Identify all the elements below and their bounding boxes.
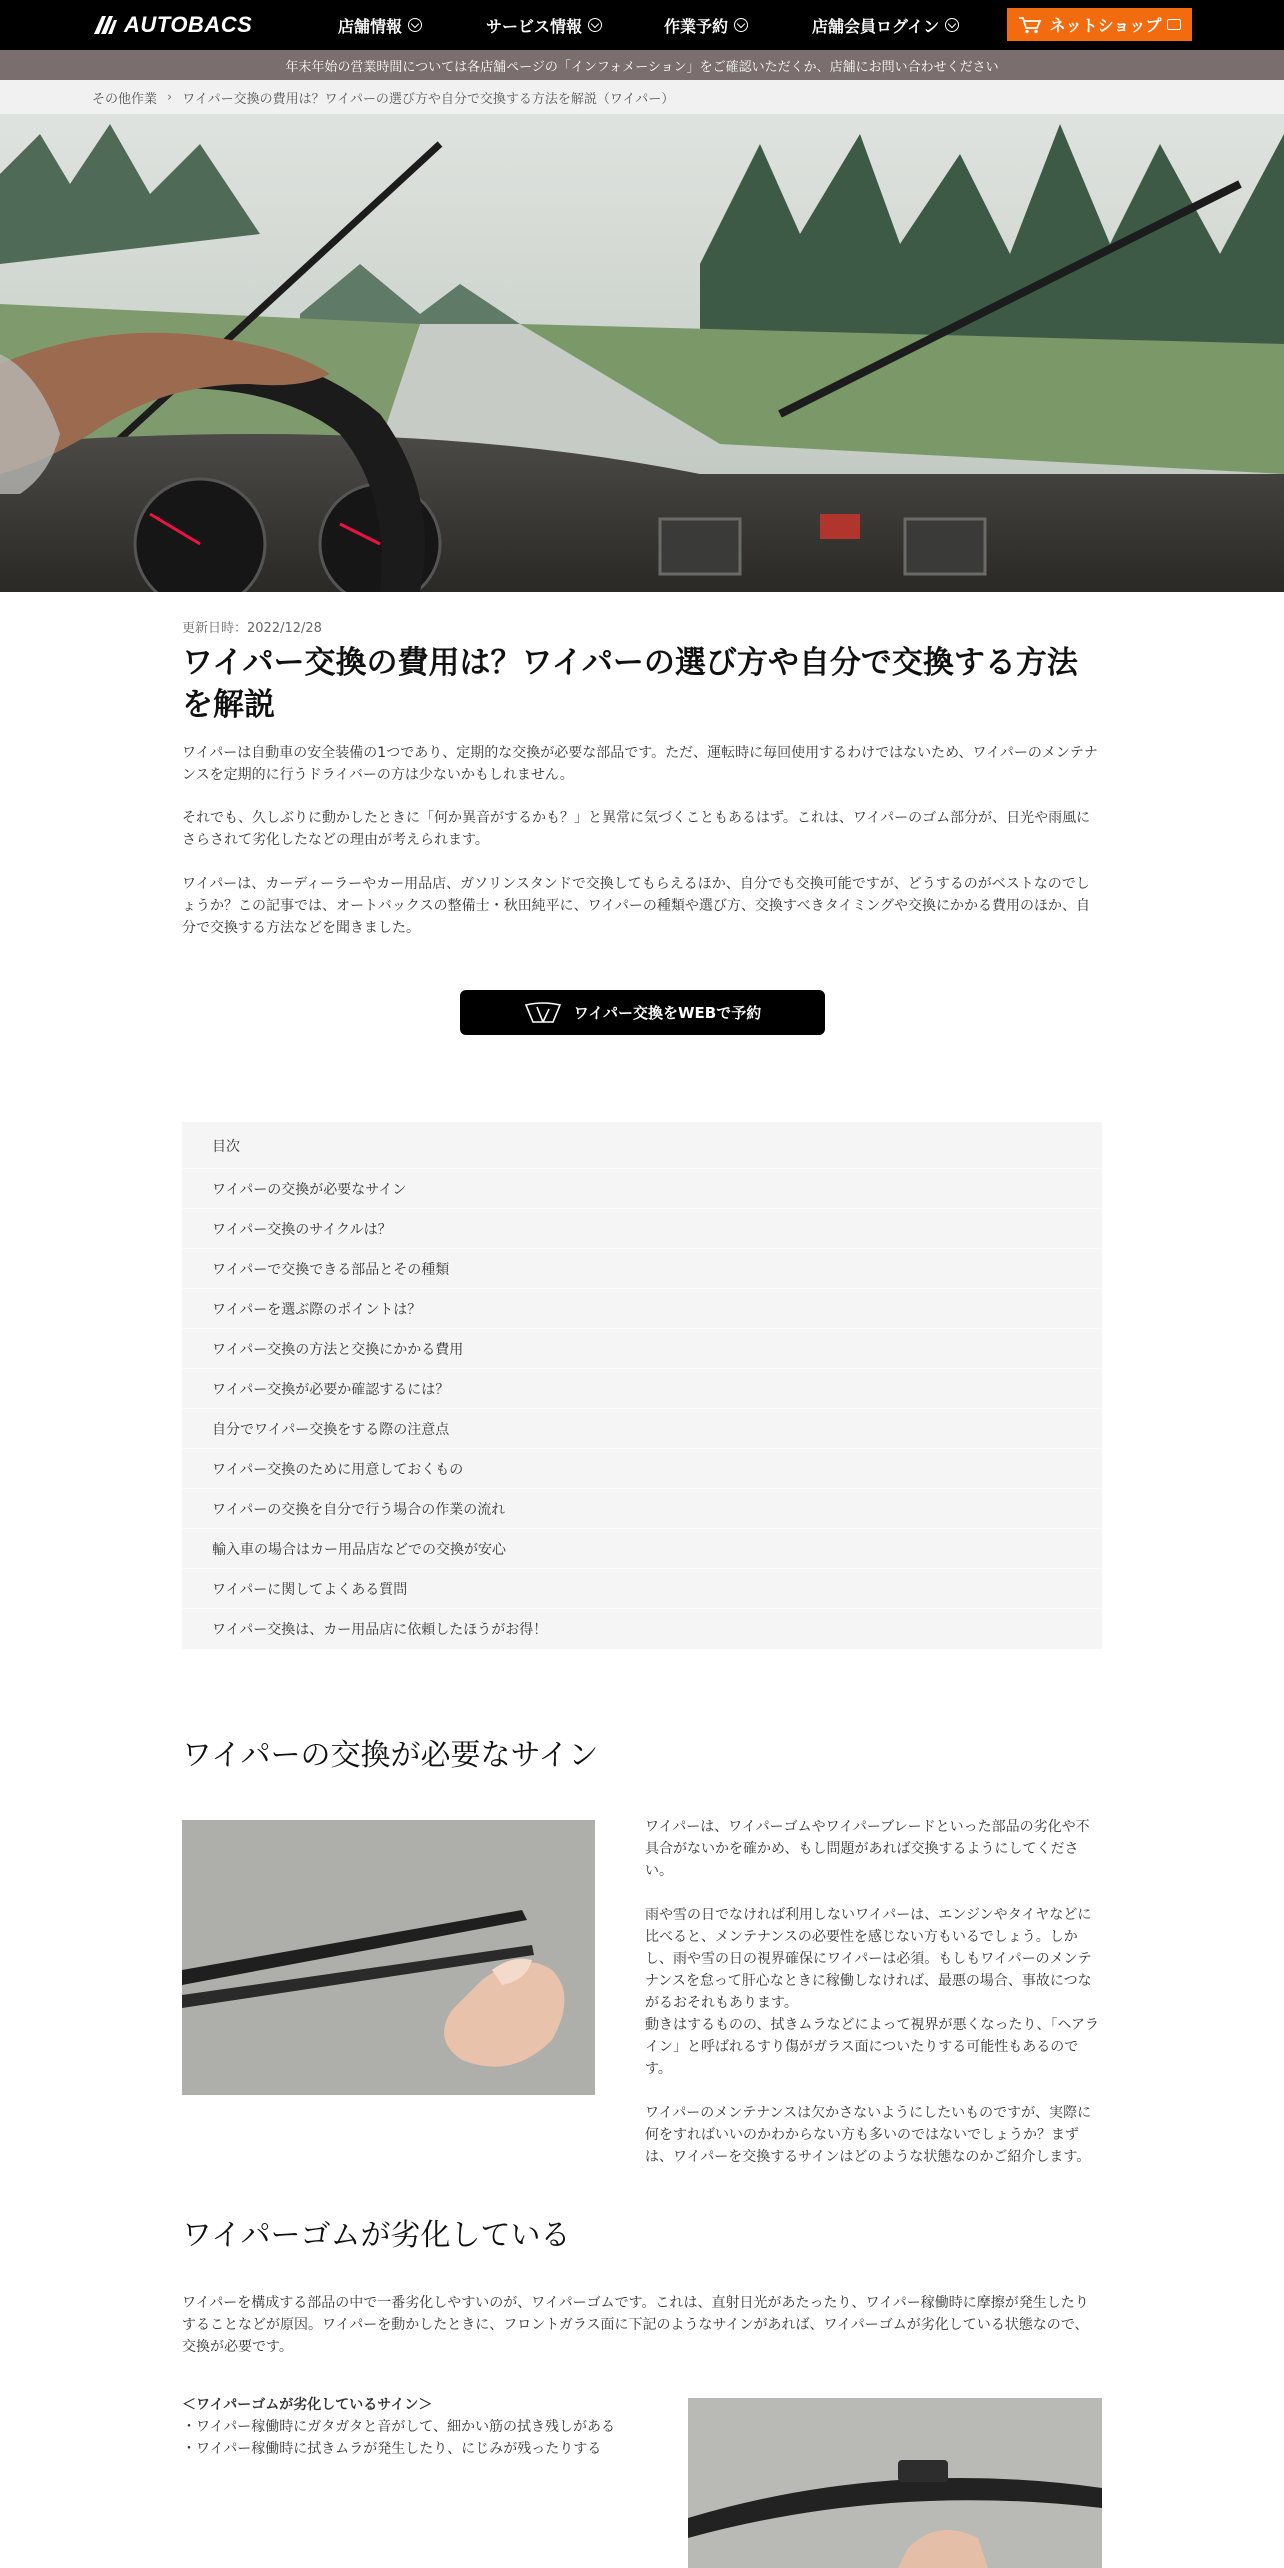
toc-title: 目次 bbox=[212, 1139, 240, 1155]
notice-text: 年末年始の営業時間については各店舗ページの「インフォメーション」をご確認いただくか、店舗にお問い合わせください bbox=[285, 59, 999, 75]
notice-banner bbox=[0, 50, 1284, 80]
toc-link[interactable]: ワイパー交換の方法と交換にかかる費用 bbox=[182, 1328, 1102, 1368]
chevron-down-icon bbox=[734, 18, 748, 32]
nav-member-login[interactable] bbox=[812, 0, 959, 50]
toc-link[interactable]: 自分でワイパー交換をする際の注意点 bbox=[182, 1408, 1102, 1448]
section-heading-rubber-worn: ワイパーゴムが劣化している bbox=[182, 2218, 571, 2253]
wiper-blade-photo bbox=[182, 1820, 595, 2095]
intro-paragraph-1: ワイパーは自動車の安全装備の1つであり、定期的な交換が必要な部品です。ただ、運転時に毎回使用するわけではないため、ワイパーのメンテナンスを定期的に行うドライバーの方は少ないかもしれません。 bbox=[182, 745, 1098, 783]
autobacs-logo[interactable] bbox=[92, 12, 252, 38]
intro-paragraph-2: それでも、久しぶりに動かしたときに「何か異音がするかも？」と異常に気づくこともあるはず。これは、ワイパーのゴム部分が、日光や雨風にさらされて劣化したなどの理由が考えられます。 bbox=[182, 810, 1091, 848]
toc-link[interactable]: ワイパー交換が必要か確認するには？ bbox=[182, 1368, 1102, 1408]
section2-paragraph-1: ワイパーを構成する部品の中で一番劣化しやすいのが、ワイパーゴムです。これは、直射日光があたったり、ワイパー稼働時に摩擦が発生したりすることなどが原因。ワイパーを動かしたときに、フロントガラス面に下記のようなサインがあれば、ワイパーゴムが劣化している状態なので、交換が必要です。 bbox=[182, 2295, 1089, 2355]
page-title: ワイパー交換の費用は？ワイパーの選び方や自分で交換する方法を解説 bbox=[182, 645, 1078, 723]
net-shop-button[interactable] bbox=[1007, 8, 1192, 41]
toc-link[interactable]: ワイパー交換のために用意しておくもの bbox=[182, 1448, 1102, 1488]
toc-link[interactable]: ワイパー交換は、カー用品店に依頼したほうがお得！ bbox=[182, 1608, 1102, 1648]
intro-paragraph-3: ワイパーは、カーディーラーやカー用品店、ガソリンスタンドで交換してもらえるほか、自分でも交換可能ですが、どうするのがベストなのでしょうか？この記事では、オートバックスの整備士・秋田純平に、ワイパーの種類や選び方、交換すべきタイミングや交換にかかる費用のほか、自分で交換する方法などを聞きました。 bbox=[182, 876, 1091, 936]
chevron-down-icon bbox=[588, 18, 602, 32]
hero-image bbox=[0, 114, 1284, 592]
breadcrumb-separator-icon: › bbox=[167, 89, 173, 105]
section1-paragraph-4: ワイパーのメンテナンスは欠かさないようにしたいものですが、実際に何をすればいいのかわからない方も多いのではないでしょうか？まずは、ワイパーを交換するサインはどのような状態なのかご紹介します。 bbox=[645, 2105, 1092, 2165]
worn-sign-item: ・ワイパー稼働時に拭きムラが発生したり、にじみが残ったりする bbox=[182, 2441, 602, 2457]
nav-service-info-label: サービス情報 bbox=[486, 16, 583, 36]
nav-member-login-label: 店舗会員ログイン bbox=[812, 16, 940, 36]
toc-link[interactable]: ワイパーの交換を自分で行う場合の作業の流れ bbox=[182, 1488, 1102, 1528]
section1-paragraph-3: 動きはするものの、拭きムラなどによって視界が悪くなったり、「ヘアライン」と呼ばれるすり傷がガラス面についたりする可能性もあるので す。 bbox=[645, 2017, 1100, 2077]
external-window-icon bbox=[1167, 19, 1181, 30]
nav-reservation[interactable] bbox=[664, 0, 748, 50]
chevron-down-icon bbox=[408, 18, 422, 32]
wiper-rubber-photo bbox=[688, 2398, 1102, 2568]
nav-service-info[interactable] bbox=[486, 0, 602, 50]
breadcrumb bbox=[0, 80, 1284, 114]
toc-link[interactable]: ワイパーに関してよくある質問 bbox=[182, 1568, 1102, 1608]
logo-text: AUTOBACS bbox=[124, 12, 253, 37]
toc-link[interactable]: ワイパーの交換が必要なサイン bbox=[182, 1168, 1102, 1208]
logo-mark-icon bbox=[92, 14, 118, 36]
toc-link[interactable]: ワイパーで交換できる部品とその種類 bbox=[182, 1248, 1102, 1288]
cart-icon bbox=[1018, 16, 1042, 34]
nav-store-info[interactable] bbox=[338, 0, 422, 50]
section1-paragraph-1: ワイパーは、ワイパーゴムやワイパーブレードといった部品の劣化や不具合がないかを確かめ、もし問題があれば交換するようにしてください。 bbox=[645, 1819, 1090, 1879]
table-of-contents bbox=[182, 1122, 1102, 1649]
worn-sign-item: ・ワイパー稼働時にガタガタと音がして、細かい筋の拭き残しがある bbox=[182, 2419, 616, 2435]
section1-paragraph-2: 雨や雪の日でなければ利用しないワイパーは、エンジンやタイヤなどに比べると、メンテナンスの必要性を感じない方もいるでしょう。しかし、雨や雪の日の視界確保にワイパーは必須。もしもワイパーのメンテナンスを怠って肝心なときに稼働しなければ、最悪の場合、事故につながるおそれもあります。 bbox=[645, 1907, 1092, 2011]
reserve-wiper-label: ワイパー交換をWEBで予約 bbox=[573, 1004, 762, 1022]
section-heading-wiper-sign: ワイパーの交換が必要なサイン bbox=[182, 1738, 599, 1773]
updated-date: 更新日時：2022/12/28 bbox=[182, 621, 322, 636]
breadcrumb-link-other-work[interactable]: その他作業 bbox=[92, 91, 158, 107]
toc-link[interactable]: 輸入車の場合はカー用品店などでの交換が安心 bbox=[182, 1528, 1102, 1568]
chevron-down-icon bbox=[945, 18, 959, 32]
worn-sign-title: ＜ワイパーゴムが劣化しているサイン＞ bbox=[182, 2397, 433, 2413]
nav-reservation-label: 作業予約 bbox=[664, 16, 729, 36]
wiper-icon bbox=[524, 1001, 562, 1025]
nav-store-info-label: 店舗情報 bbox=[338, 16, 403, 36]
reserve-wiper-button[interactable] bbox=[460, 990, 825, 1035]
top-navigation-bar bbox=[0, 0, 1284, 50]
toc-link[interactable]: ワイパーを選ぶ際のポイントは？ bbox=[182, 1288, 1102, 1328]
net-shop-label: ネットショップ bbox=[1049, 16, 1162, 35]
breadcrumb-current: ワイパー交換の費用は？ワイパーの選び方や自分で交換する方法を解説（ワイパー） bbox=[182, 91, 675, 107]
toc-link[interactable]: ワイパー交換のサイクルは？ bbox=[182, 1208, 1102, 1248]
